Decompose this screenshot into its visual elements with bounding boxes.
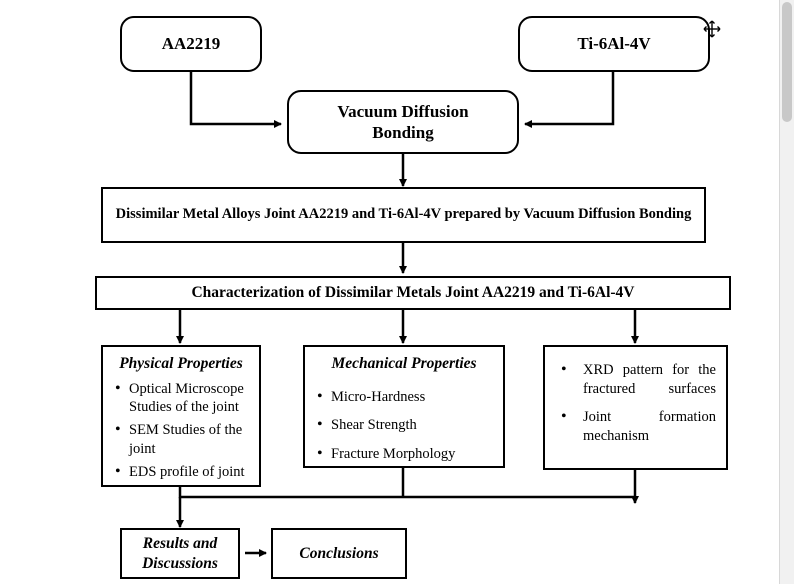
other-analysis-list	[555, 361, 716, 445]
node-conclusions-label: Conclusions	[299, 544, 379, 562]
node-other-analysis[interactable]	[543, 345, 728, 470]
list-item: • EDS profile of joint	[113, 463, 249, 482]
list-item: • Optical Microscope Studies of the joint	[113, 380, 249, 418]
node-joint[interactable]	[101, 187, 706, 243]
node-joint-label: Dissimilar Metal Alloys Joint AA2219 and Ti-6Al-4V prepared by Vacuum Diffusion Bonding	[115, 206, 692, 223]
list-item: • Fracture Morphology	[315, 445, 493, 464]
list-item: • SEM Studies of the joint	[113, 421, 249, 459]
node-physical-properties[interactable]	[101, 345, 261, 487]
node-characterization[interactable]	[95, 276, 731, 310]
list-item: • XRD pattern for the fractured surfaces	[555, 361, 716, 399]
node-material-right[interactable]	[518, 16, 710, 72]
node-results-label: Results and Discussions	[142, 535, 218, 572]
list-item: • Micro-Hardness	[315, 388, 493, 407]
node-mechanical-properties[interactable]	[303, 345, 505, 468]
physical-properties-list	[113, 380, 249, 482]
mechanical-properties-heading: Mechanical Properties	[331, 355, 477, 372]
list-item: • Shear Strength	[315, 416, 493, 435]
node-material-right-label: Ti-6Al-4V	[577, 34, 651, 54]
list-item: • Joint formation mechanism	[555, 408, 716, 446]
node-material-left[interactable]	[120, 16, 262, 72]
node-material-left-label: AA2219	[161, 34, 221, 54]
physical-properties-heading: Physical Properties	[119, 355, 243, 372]
node-characterization-label: Characterization of Dissimilar Metals Joint AA2219 and Ti-6Al-4V	[191, 283, 635, 301]
node-conclusions[interactable]	[271, 528, 407, 579]
node-process[interactable]	[287, 90, 519, 154]
scrollbar-thumb[interactable]	[782, 2, 792, 122]
mechanical-properties-list	[315, 388, 493, 465]
node-process-label: Vacuum Diffusion Bonding	[337, 101, 469, 142]
node-results[interactable]	[120, 528, 240, 579]
vertical-scrollbar[interactable]	[779, 0, 794, 584]
